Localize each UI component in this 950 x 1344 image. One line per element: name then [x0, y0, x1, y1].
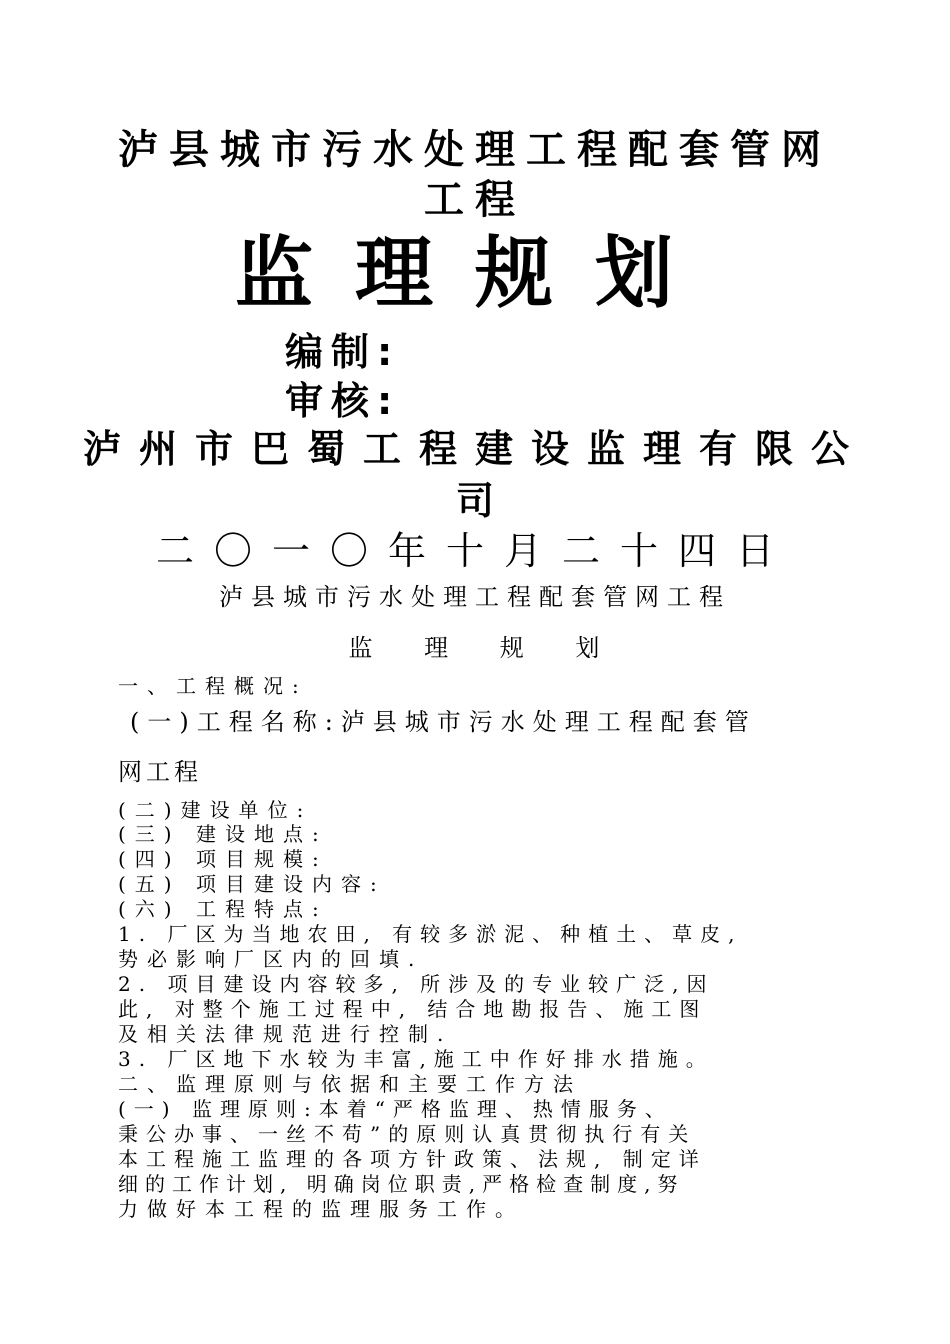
paragraph-line: 3. 厂区地下水较为丰富,施工中作好排水措施。 — [118, 1047, 714, 1071]
company-name-line-1: 泸州市巴蜀工程建设监理有限公 — [82, 427, 867, 471]
paragraph-line: 力做好本工程的监理服务工作。 — [118, 1197, 524, 1221]
paragraph-line: 网工程 — [118, 758, 202, 786]
paragraph-line: (三) 建设地点: — [118, 822, 328, 846]
paragraph-line: 此, 对整个施工过程中, 结合地勘报告、施工图 — [118, 997, 708, 1021]
document-subheading: 监 理 规 划 — [348, 634, 602, 662]
paragraph-line: (六) 工程特点: — [118, 897, 328, 921]
cover-main-title: 监理规划 — [234, 229, 715, 319]
paragraph-line: (一)工程名称:泸县城市污水处理工程配套管 — [130, 708, 757, 736]
company-name-line-2: 司 — [455, 479, 494, 523]
paragraph-line: 秉公办事、一丝不苟”的原则认真贯彻执行有关 — [118, 1122, 697, 1146]
section-heading: 二、监理原则与依据和主要工作方法 — [118, 1072, 582, 1096]
paragraph-line: (二)建设单位: — [118, 798, 313, 822]
paragraph-line: 2. 项目建设内容较多, 所涉及的专业较广泛,因 — [118, 972, 715, 996]
paragraph-line: 及相关法律规范进行控制. — [118, 1022, 453, 1046]
paragraph-line: (四) 项目规模: — [118, 847, 328, 871]
paragraph-line: 1. 厂区为当地农田, 有较多淤泥、种植土、草皮, — [118, 922, 743, 946]
cover-title-line-1: 泸县城市污水处理工程配套管网 — [118, 127, 832, 173]
section-heading: 一、工程概况: — [118, 674, 308, 698]
cover-title-line-2: 工程 — [424, 177, 526, 223]
document-heading: 泸县城市污水处理工程配套管网工程 — [219, 583, 731, 611]
cover-date: 二〇一〇年十月二十四日 — [155, 529, 794, 573]
paragraph-line: 细的工作计划, 明确岗位职责,严格检查制度,努 — [118, 1172, 685, 1196]
paragraph-line: (一) 监理原则:本着“严格监理、热情服务、 — [118, 1097, 673, 1121]
reviewed-by-label: 审核: — [285, 379, 401, 423]
prepared-by-label: 编制: — [285, 330, 401, 374]
paragraph-line: (五) 项目建设内容: — [118, 872, 386, 896]
paragraph-line: 本工程施工监理的各项方针政策、法规, 制定详 — [118, 1147, 707, 1171]
paragraph-line: 势必影响厂区内的回填. — [118, 947, 424, 971]
